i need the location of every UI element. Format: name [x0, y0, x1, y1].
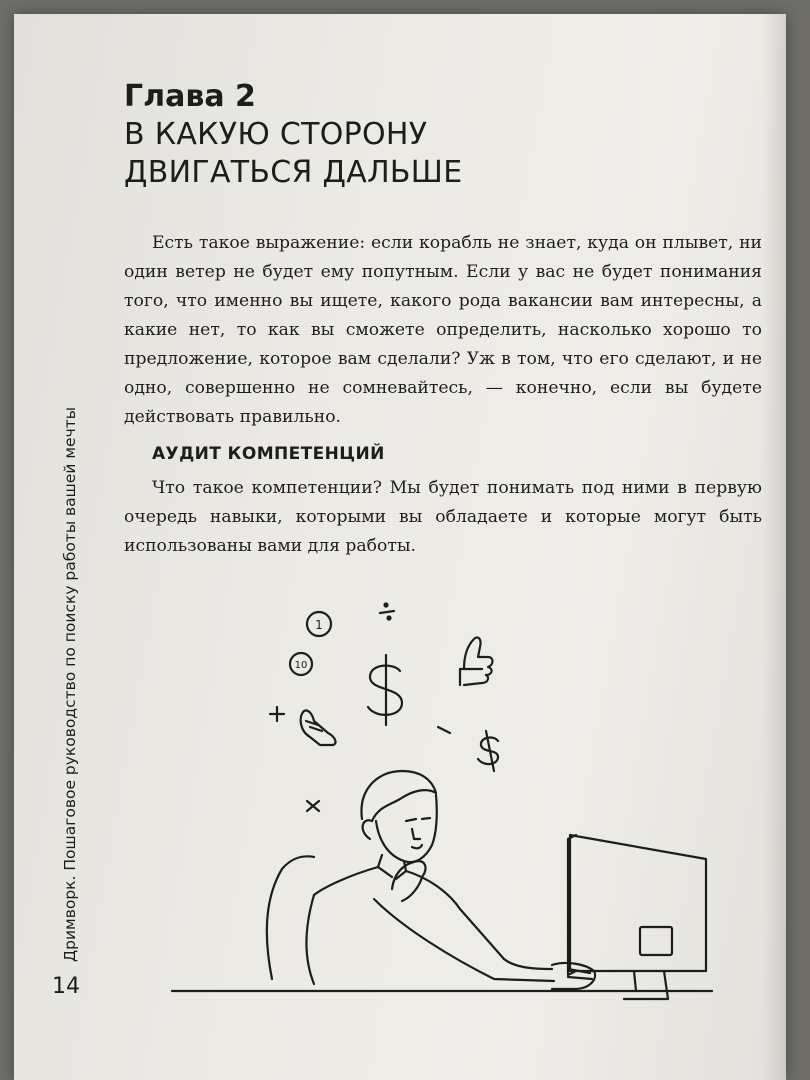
- page-edge-shadow: [762, 14, 786, 1080]
- man-at-computer-illustration: [172, 771, 712, 999]
- chapter-number: Глава 2: [124, 79, 256, 114]
- times-sign-icon: [307, 801, 319, 811]
- chapter-title-line-2: ДВИГАТЬСЯ ДАЛЬШЕ: [124, 155, 463, 190]
- dollar-sign-small-icon: [478, 731, 498, 771]
- section-paragraph: Что такое компетенции? Мы будет понимать под ними в первую очередь навыки, которыми вы обладаете и которые могут быть использованы вами для работы.: [124, 478, 762, 556]
- thumbs-up-icon: [460, 637, 493, 685]
- chapter-title-line-1: В КАКУЮ СТОРОНУ: [124, 117, 428, 152]
- book-page: [14, 14, 786, 1080]
- section-heading: АУДИТ КОМПЕТЕНЦИЙ: [152, 444, 385, 464]
- section-text: [124, 474, 762, 561]
- coin-ten-label: 10: [294, 660, 308, 671]
- running-title: Дримворк. Пошаговое руководство по поиску работы вашей мечты: [61, 406, 79, 962]
- coin-one-label: 1: [315, 618, 323, 632]
- intro-paragraph: Есть такое выражение: если корабль не знает, куда он плывет, ни один ветер не будет ему попутным. Если у вас не будет понимания того, что именно вы ищете, какого рода вакансии вам интересны, а какие нет, то как вы сможете определить, насколько хорошо то предложение, которое вам сделали? Уж в том, что его сделают, и не одно, совершенно не сомневайтесь, — конечно, если вы будете действовать правильно.: [124, 233, 762, 427]
- page-number: 14: [52, 974, 80, 999]
- pointing-hand-icon: [301, 710, 336, 745]
- chapter-heading: [124, 78, 684, 192]
- divide-sign-icon: [380, 604, 394, 620]
- dollar-sign-icon: [368, 655, 402, 725]
- coin-ten-icon: [290, 653, 312, 675]
- plus-sign-icon: [270, 707, 284, 721]
- illustration: [164, 599, 724, 1023]
- coin-one-icon: [307, 612, 331, 636]
- intro-text: [124, 229, 762, 432]
- minus-sign-icon: [438, 727, 450, 733]
